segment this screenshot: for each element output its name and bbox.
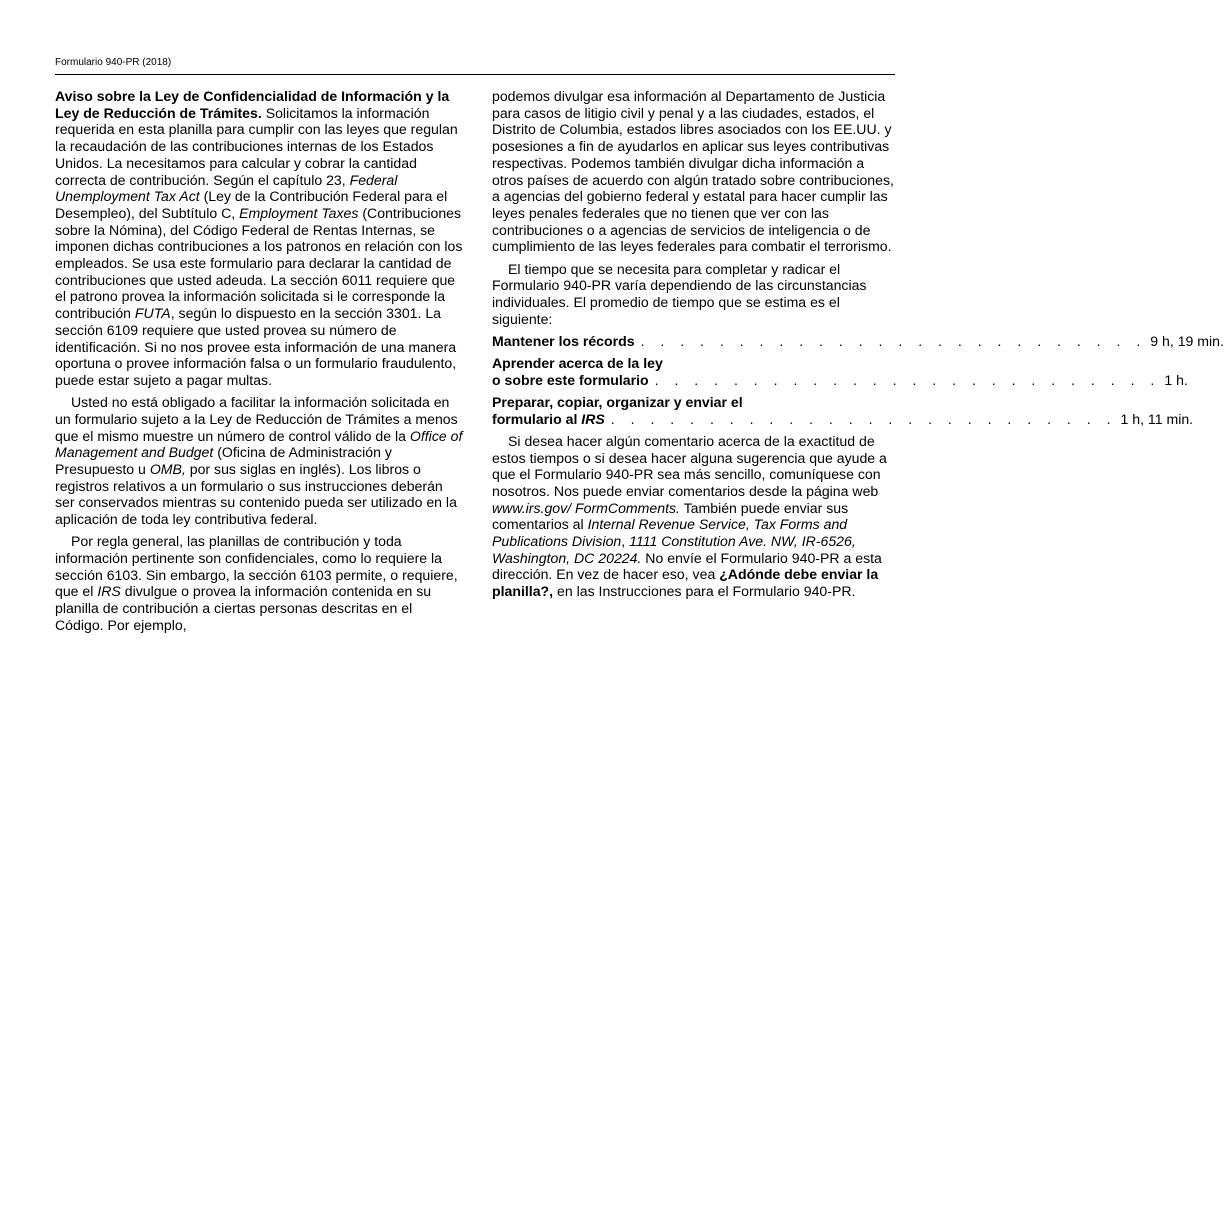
time-value: 1 h, 11 min. <box>1120 410 1194 427</box>
irs-address: 1111 Constitution Ave. NW, IR-6526, Washington, DC 20224. <box>492 533 856 566</box>
privacy-notice-paragraph: Aviso sobre la Ley de Confidencialidad de Información y la Ley de Reducción de Trámites. Solicitamos la información requerida en esta planilla para cumplir con las leyes que regulan la recaudación de las contribuciones internas de los Estados Unidos. La necesitamos para calcular y cobrar la cantidad correcta de contribución. Según el capítulo 23, Federal Unemployment Tax Act (Ley de la Contribución Federal para el Desempleo), del Subtítulo C, Employment Taxes (Contribuciones sobre la Nómina), del Código Federal de Rentas Internas, se imponen dichas contribuciones a los patronos en relación con los empleados. Se usa este formulario para declarar la cantidad de contribuciones que usted adeuda. La sección 6011 requiere que el patrono provea la información solicitada si le corresponde la contribución FUTA, según lo dispuesto en la sección 3301. La sección 6109 requiere que usted provea su número de identificación. Si no nos provee esta información de una manera oportuna o provee información falsa o un formulario fraudulento, puede estar sujeto a pagar multas. <box>55 88 463 388</box>
comments-link[interactable]: www.irs.gov/ FormComments. <box>492 499 680 516</box>
comments-paragraph: Si desea hacer algún comentario acerca de la exactitud de estos tiempos o si desea hacer alguna sugerencia que ayude a que el Formulario 940-PR sea más sencillo, comuníquese con nosotros. Nos puede enviar comentarios desde la página web www.irs.gov/ FormComments. También puede enviar sus comentarios al Internal Revenue Service, Tax Forms and Publications Division, 1111 Constitution Ave. NW, IR-6526, Washington, DC 20224. No envíe el Formulario 940-PR a esta dirección. En vez de hacer eso, vea ¿Adónde debe enviar la planilla?, en las Instrucciones para el Formulario 940-PR. <box>492 432 887 600</box>
time-value: 1 h. <box>1164 371 1188 388</box>
time-row-learning: Aprender acerca de la ley o sobre este formulario . . . . . . . . . . . . . . . . . . . . . . . . . . 1 h. <box>492 355 1188 388</box>
time-estimate-intro: El tiempo que se necesita para completar y radicar el Formulario 940-PR varía dependiendo de las circunstancias individuales. El promedio de tiempo que se estima es el siguiente: <box>492 260 867 327</box>
disclosure-paragraph: podemos divulgar esa información al Departamento de Justicia para casos de litigio civil y penal y a las ciudades, estados, el Distrito de Columbia, estados libres asociados con los EE.UU. y posesiones a fin de ayudarlos en aplicar sus leyes contributivas respectivas. Podemos también divulgar dicha información a otros países de acuerdo con algún tratado sobre contribuciones, a agencias del gobierno federal y estatal para hacer cumplir las leyes penales federales que no tienen que ver con las contribuciones o a agencias de servicios de inteligencia o de cumplimiento de las leyes federales para combatir el terrorismo. <box>492 88 894 255</box>
header-rule <box>55 74 895 75</box>
page-header: Formulario 940-PR (2018) <box>55 57 172 68</box>
notice-title: Aviso sobre la Ley de Confidencialidad de Información y la Ley de Reducción de Trámites. <box>55 88 450 121</box>
confidentiality-paragraph: Por regla general, las planillas de contribución y toda información pertinente son confidenciales, como lo requiere la sección 6103. Sin embargo, la sección 6103 permite, o requiere, que el IRS divulgue o provea la información contenida en su planilla de contribución a ciertas personas descritas en el Código. Por ejemplo, <box>55 533 458 633</box>
time-value: 9 h, 19 min. <box>1150 332 1224 349</box>
time-row-recordkeeping: Mantener los récords . . . . . . . . . . . . . . . . . . . . . . . . . . 9 h, 19 min. <box>492 332 1224 349</box>
right-column <box>492 88 1224 605</box>
time-row-preparing: Preparar, copiar, organizar y enviar el formulario al IRS . . . . . . . . . . . . . . . . . . . . . . . . . . 1 h, 11 min. <box>492 393 1194 427</box>
paperwork-paragraph: Usted no está obligado a facilitar la información solicitada en un formulario sujeto a la Ley de Reducción de Trámites a menos que el mismo muestre un número de control válido de la Office of Management and Budget (Oficina de Administración y Presupuesto u OMB, por sus siglas en inglés). Los libros o registros relativos a un formulario o sus instrucciones deberán ser conservados mientras su contenido pueda ser utilizado en la aplicación de toda ley contributiva federal. <box>55 394 463 528</box>
left-column <box>55 88 463 639</box>
